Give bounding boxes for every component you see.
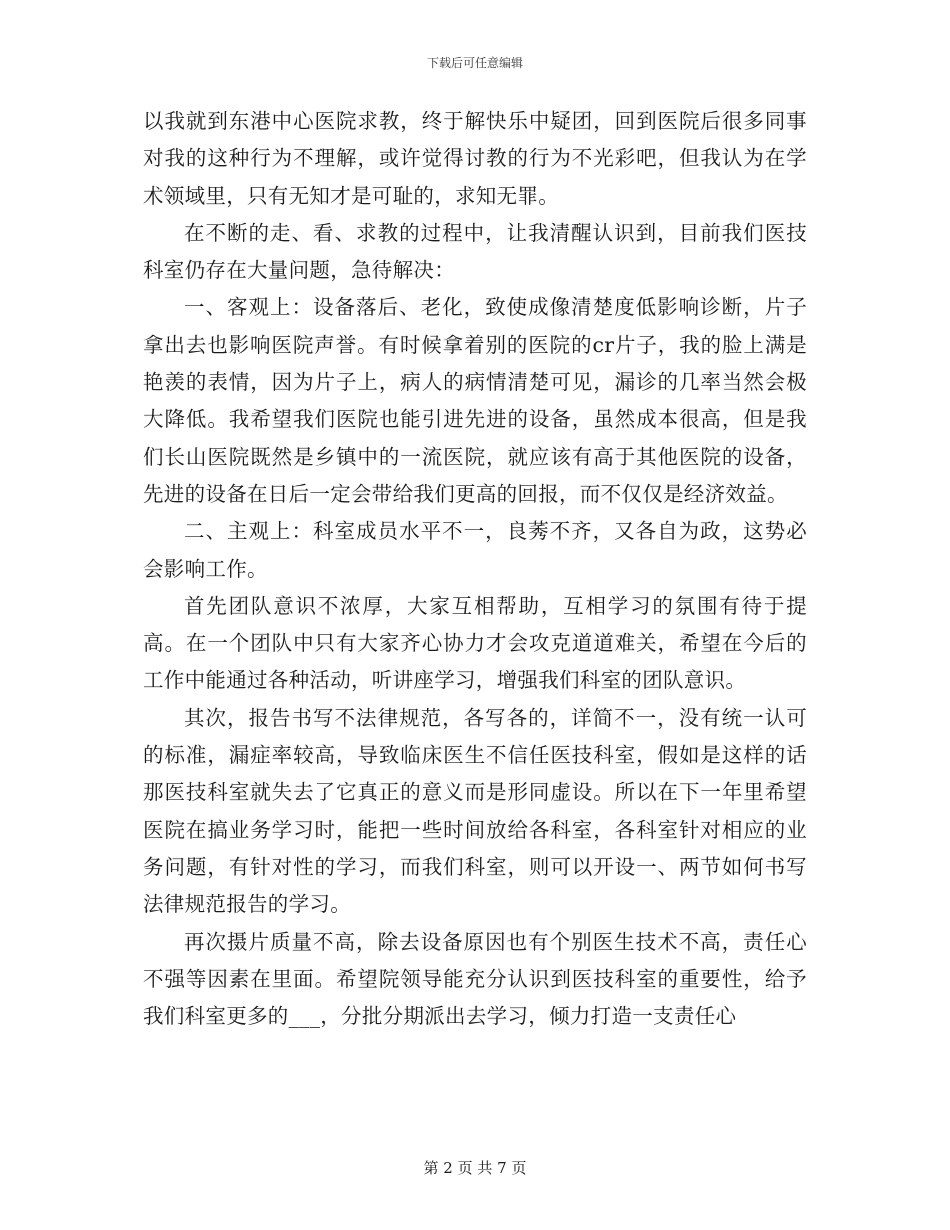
- page-header: 下载后可任意编辑: [426, 56, 523, 70]
- paragraph-subjective: 二、主观上：科室成员水平不一，良莠不齐，又各自为政，这势必会影响工作。: [143, 519, 807, 581]
- paragraph-team-awareness: 首先团队意识不浓厚，大家互相帮助，互相学习的氛围有待于提高。在一个团队中只有大家齐心协力才会攻克道道难关，希望在今后的工作中能通过各种活动，听讲座学习，增强我们科室的团队意识。: [143, 593, 807, 693]
- paragraph-film-quality: 再次摄片质量不高，除去设备原因也有个别医生技术不高，责任心不强等因素在里面。希望院领导能充分认识到医技科室的重要性，给予我们科室更多的___，分批分期派出去学习，倾力打造一支责任心: [143, 929, 807, 1029]
- document-body: [143, 103, 807, 1035]
- page-number: 第 2 页 共 7 页: [423, 1159, 527, 1177]
- paragraph-continuation: 以我就到东港中心医院求教，终于解快乐中疑团，回到医院后很多同事对我的这种行为不理解，或许觉得讨教的行为不光彩吧，但我认为在学术领域里，只有无知才是可耻的，求知无罪。: [143, 109, 807, 208]
- paragraph-problems-intro: 在不断的走、看、求教的过程中，让我清醒认识到，目前我们医技科室仍存在大量问题，急待解决：: [143, 220, 807, 283]
- paragraph-objective: 一、客观上：设备落后、老化，致使成像清楚度低影响诊断，片子拿出去也影响医院声誉。有时候拿着别的医院的cr片子，我的脸上满是艳羡的表情，因为片子上，病人的病情清楚可见，漏诊的几率当然会极大降低。我希望我们医院也能引进先进的设备，虽然成本很高，但是我们长山医院既然是乡镇中的一流医院，就应该有高于其他医院的设备，先进的设备在日后一定会带给我们更高的回报，而不仅仅是经济效益。: [143, 295, 807, 506]
- paragraph-report-writing: 其次，报告书写不法律规范，各写各的，详简不一，没有统一认可的标准，漏症率较高，导致临床医生不信任医技科室，假如是这样的话那医技科室就失去了它真正的意义而是形同虚设。所以在下一年里希望医院在搞业务学习时，能把一些时间放给各科室，各科室针对相应的业务问题，有针对性的学习，而我们科室，则可以开设一、两节如何书写法律规范报告的学习。: [143, 705, 807, 917]
